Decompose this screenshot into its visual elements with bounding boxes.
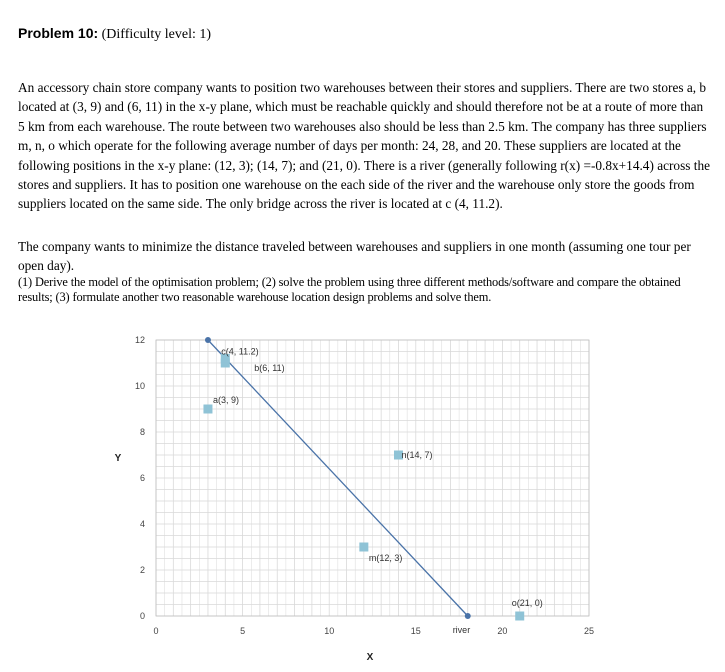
x-axis-label: X [366, 652, 374, 663]
x-tick-label: 20 [497, 626, 508, 636]
river-endpoint-marker [465, 613, 471, 619]
data-point-marker [203, 405, 212, 414]
x-tick-label: 0 [153, 626, 159, 636]
chart-ticks [135, 335, 594, 636]
x-tick-label: 25 [583, 626, 595, 636]
x-tick-label: 5 [240, 626, 246, 636]
problem-label: Problem 10: [18, 25, 99, 41]
data-point-label: o(21, 0) [511, 598, 543, 608]
data-point-marker [359, 543, 368, 552]
difficulty-level: (Difficulty level: 1) [101, 27, 212, 42]
y-tick-label: 6 [139, 473, 145, 483]
data-point-label: n(14, 7) [401, 450, 433, 460]
river-endpoint-marker [205, 337, 211, 343]
chart-markers [203, 346, 542, 620]
data-point-label: a(3, 9) [212, 395, 239, 405]
river-label: river [452, 625, 471, 635]
data-point-marker [515, 612, 524, 621]
y-tick-label: 10 [134, 381, 145, 391]
y-tick-label: 2 [139, 565, 145, 575]
data-point-label: m(12, 3) [368, 553, 403, 563]
problem-tasks: (1) Derive the model of the optimisation problem; (2) solve the problem using three different methods/software and compare the obtained results; (3) formulate another two reasonable warehouse location design problems and solve them. [18, 275, 681, 304]
warehouse-location-chart [0, 320, 725, 672]
x-tick-label: 10 [324, 626, 335, 636]
data-point-label: c(4, 11.2) [221, 346, 259, 357]
problem-heading [18, 25, 211, 43]
x-tick-label: 15 [410, 626, 421, 636]
y-tick-label: 8 [139, 427, 145, 437]
data-point-label: b(6, 11) [254, 363, 285, 373]
y-axis-label: Y [114, 453, 122, 464]
y-tick-label: 4 [139, 519, 145, 529]
chart-grid [156, 340, 589, 616]
y-tick-label: 12 [134, 335, 145, 345]
y-tick-label: 0 [139, 611, 145, 621]
problem-description: An accessory chain store company wants to position two warehouses between their stores and suppliers. There are two stores a, b located at (3, 9) and (6, 11) in the x-y plane, which must be reachable quickly and should therefore not be at a route of more than 5 km from each warehouse. The route between two warehouses also should be less than 2.5 km. The company has three suppliers m, n, o which operate for the following average number of days per month: 24, 28, and 20. These suppliers are located at the following positions in the x-y plane: (12, 3); (14, 7); and (21, 0). There is a river (generally following r(x) =-0.8x+14.4) across the stores and suppliers. It has to position one warehouse on the each side of the river and the warehouse only store the goods from suppliers located on the same side. The only bridge across the river is located at c (4, 11.2). [18, 80, 710, 212]
problem-objective: The company wants to minimize the distance traveled between warehouses and suppliers in one month (assuming one tour per open day). [18, 239, 691, 274]
